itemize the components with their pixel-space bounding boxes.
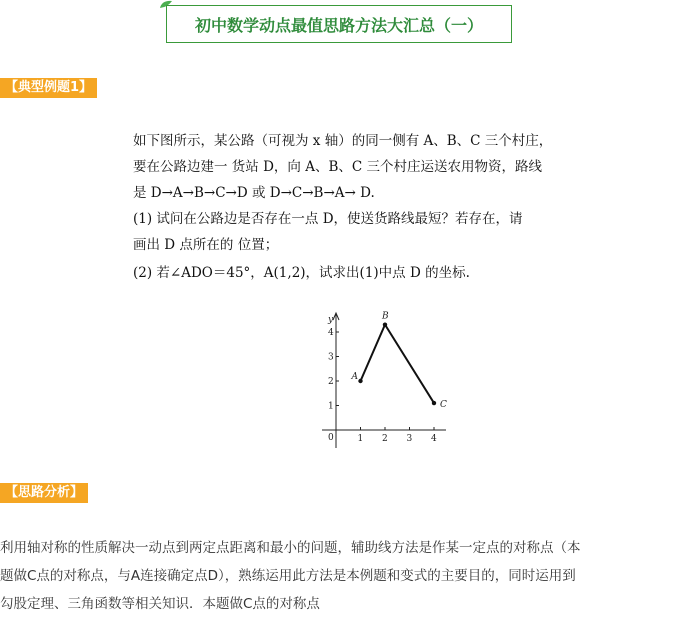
analysis-text xyxy=(0,534,683,618)
x-tick-label: 3 xyxy=(406,434,413,444)
problem-line: 如下图所示，某公路（可视为 x 轴）的同一侧有 A、B、C 三个村庄， xyxy=(133,133,553,149)
analysis-section-label: 【思路分析】 xyxy=(0,483,88,503)
x-tick-label: 4 xyxy=(431,434,437,444)
point-a xyxy=(358,379,362,383)
origin-label: 0 xyxy=(328,433,334,443)
example-section-label: 【典型例题1】 xyxy=(0,78,97,98)
y-axis-label: y xyxy=(328,315,334,325)
problem-line: 画出 D 点所在的 位置； xyxy=(133,237,279,253)
point-label-c: C xyxy=(440,400,447,411)
y-tick-label: 1 xyxy=(328,401,334,412)
problem-line: 是 D→A→B→C→D 或 D→C→B→A→ D. xyxy=(133,185,375,201)
coordinate-graph xyxy=(312,308,452,450)
y-tick-label: 3 xyxy=(328,352,334,363)
problem-line: (2) 若∠ADO＝45°，A(1,2)，试求出(1)中点 D 的坐标. xyxy=(133,265,470,281)
y-tick-label: 2 xyxy=(328,377,334,387)
point-c xyxy=(432,401,436,405)
route-polyline xyxy=(361,325,435,403)
problem-line: (1) 试问在公路边是否存在一点 D，使送货路线最短？若存在，请 xyxy=(133,211,523,227)
analysis-line: 利用轴对称的性质解决一动点到两定点距离和最小的问题，辅助线方法是作某一定点的对称点（本 xyxy=(0,540,581,556)
point-label-b: B xyxy=(382,311,389,322)
x-tick-label: 1 xyxy=(357,434,364,444)
point-b xyxy=(383,322,387,326)
problem-line: 要在公路边建一 货站 D，向 A、B、C 三个村庄运送农用物资，路线 xyxy=(133,159,542,175)
analysis-line: 题做C点的对称点，与A连接确定点D），熟练运用此方法是本例题和变式的主要目的，同时运用到 xyxy=(0,568,576,584)
page-title: 初中数学动点最值思路方法大汇总（一） xyxy=(166,5,512,43)
y-tick-label: 4 xyxy=(328,328,334,338)
analysis-line: 勾股定理、三角函数等相关知识．本题做C点的对称点 xyxy=(0,596,320,612)
x-tick-label: 2 xyxy=(382,434,388,444)
point-label-a: A xyxy=(351,372,358,382)
problem-statement xyxy=(133,128,553,286)
